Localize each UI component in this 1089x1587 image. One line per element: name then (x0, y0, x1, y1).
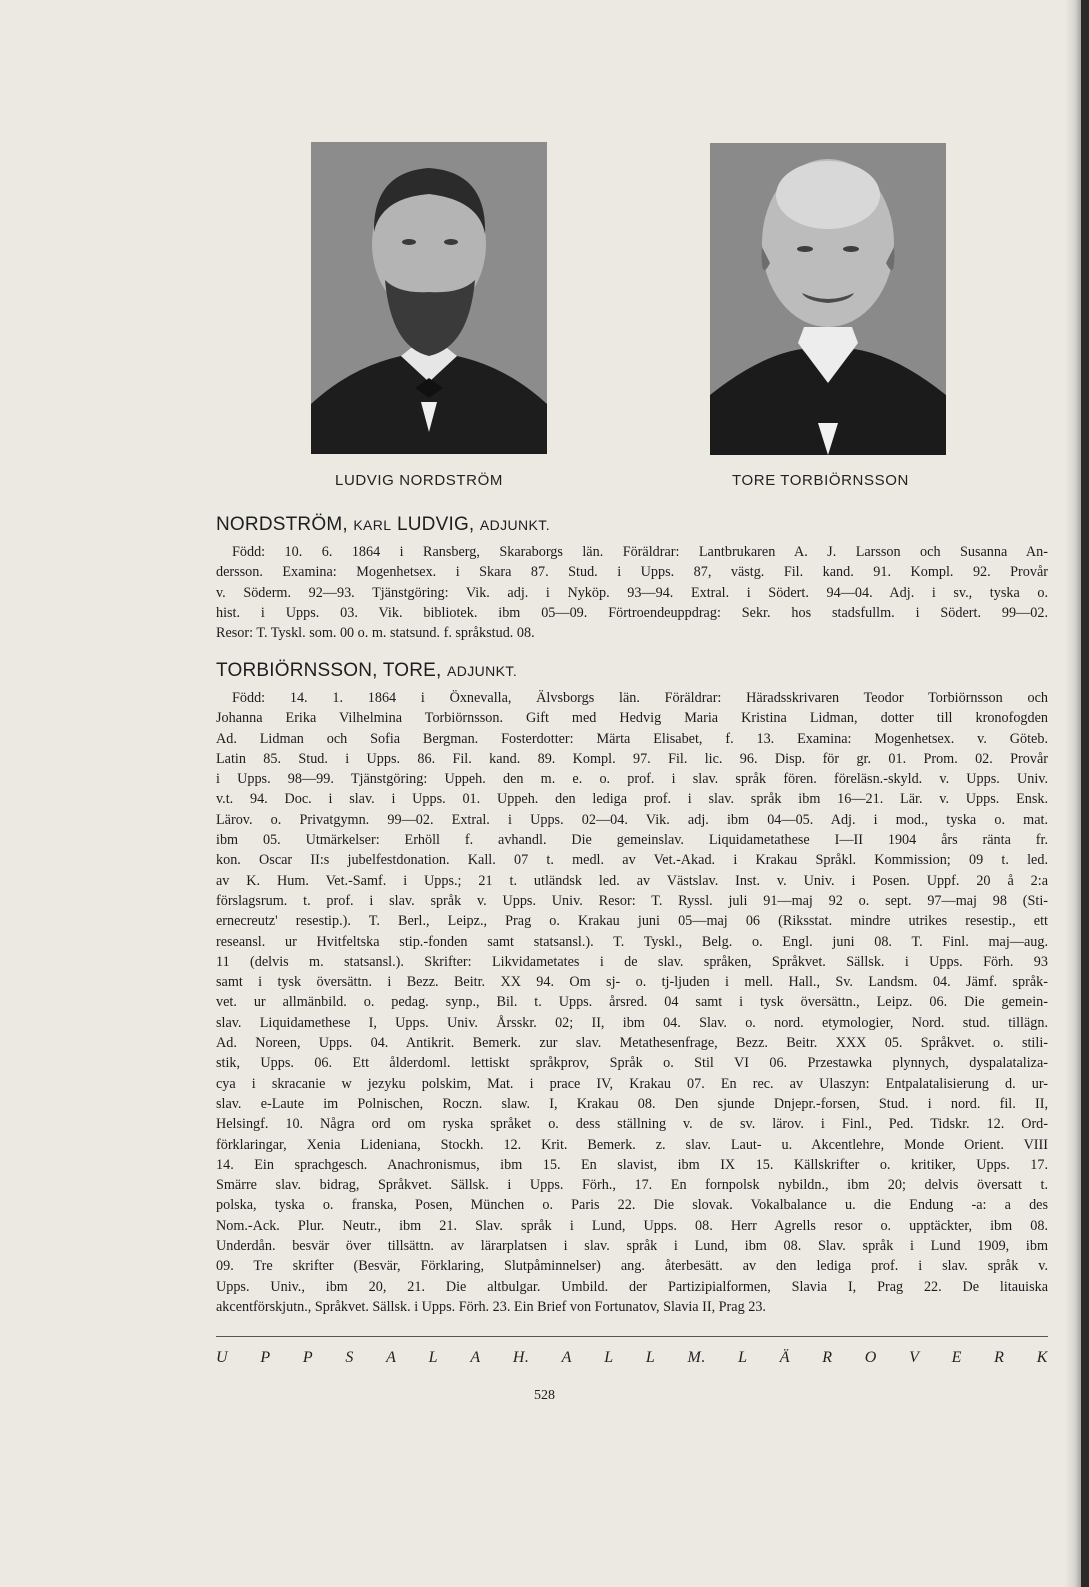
entry-title: ADJUNKT. (447, 663, 518, 679)
text-line: Latin 85. Stud. i Upps. 86. Fil. kand. 89. Kompl. 97. Fil. lic. 96. Disp. för gr. 01. Prom. 02. Provår (216, 750, 1048, 767)
text-line: polska, tyska o. franska, Posen, München o. Paris 22. Die slovak. Vokalbalance u. die Endung -a: a des (216, 1197, 1048, 1214)
text-line: i Upps. 98—99. Tjänstgöring: Uppeh. den m. e. o. prof. i slav. språk fören. föreläsn.-skyld. v. Upps. Univ. (216, 771, 1048, 788)
footer-letter: E (951, 1349, 962, 1366)
text-line: Resor: T. Tyskl. som. 00 o. m. statsund. f. språkstud. 08. (216, 625, 535, 642)
text-line: av K. Hum. Vet.-Samf. i Upps.; 21 t. utländsk led. av Västslav. Inst. v. Univ. i Posen. Uppf. 20 å 2:a (216, 872, 1048, 889)
text-line: ernecreutz' resestip.). T. Berl., Leipz., Prag o. Krakau juni 05—maj 06 (Riksstat. mindre utrikes resestip., ett (216, 913, 1048, 930)
running-footer (216, 1349, 1048, 1367)
portrait-ludvig-nordstrom (311, 142, 547, 454)
text-line: Underdån. besvär över tillsättn. av lärarplatsen i slav. språk i Lund, ibm 08. Slav. språk i Lund 1909, ibm (216, 1238, 1048, 1255)
entry-body-nordstrom (216, 542, 1048, 643)
footer-letter: Ä (779, 1349, 791, 1366)
text-line: reseansl. ur Hvitfeltska stip.-fonden samt statsansl.). T. Tyskl., Belg. o. Engl. juni 08. T. Finl. maj—aug. (216, 933, 1048, 950)
entry-surname: TORBIÖRNSSON, (216, 660, 378, 681)
footer-letter: A (470, 1349, 481, 1366)
footer-rule (216, 1336, 1048, 1337)
text-line: förslagsrum. t. prof. i slav. språk v. Upps. Univ. Resor: T. Ryssl. juli 91—maj 92 o. sept. 97—maj 98 (Sti- (216, 892, 1048, 909)
footer-letter: V (909, 1349, 920, 1366)
footer-letter: L (645, 1349, 656, 1366)
text-line: kon. Oscar II:s jubelfestdonation. Kall. 07 t. medl. av Vet.-Akad. i Krakau Språkl. Kommission; 09 t. led. (216, 852, 1048, 869)
footer-letter: S (345, 1349, 354, 1366)
text-line: akcentförskjutn., Språkvet. Sällsk. i Upps. Förh. 23. Ein Brief von Fortunatov, Slavia II, Prag 23. (216, 1298, 766, 1315)
footer-letter: L (738, 1349, 748, 1366)
text-line: 09. Tre skrifter (Besvär, Förklaring, Slutpåminnelser) ang. återbesätt. av den lediga prof. i slav. språk v. (216, 1258, 1048, 1275)
footer-letter: A (561, 1349, 572, 1366)
footer-letter: M. (687, 1349, 706, 1366)
text-line: Född: 14. 1. 1864 i Öxnevalla, Älvsborgs län. Föräldrar: Häradsskrivaren Teodor Torbiörnsson och (232, 690, 1048, 706)
caption-right: TORE TORBIÖRNSSON (732, 472, 909, 489)
text-line: slav. Liquidamethese I, Upps. Univ. Årsskr. 02; II, ibm 04. Slav. o. nord. etymologier, Nord. stud. tillägn. (216, 1014, 1048, 1031)
text-line: Ad. Noreen, Upps. 04. Antikrit. Bemerk. zur slav. Metathesenfrage, Bezz. Beitr. XXX 05. Språkvet. o. stili- (216, 1035, 1048, 1052)
text-line: vet. ur allmänbild. o. pedag. synp., Bil. t. Upps. årsred. 04 samt i tysk översättn., Leipz. 06. Die gemein- (216, 994, 1048, 1011)
footer-letter: A (386, 1349, 397, 1366)
entry-given: LUDVIG, (396, 514, 475, 535)
footer-letter: L (604, 1349, 614, 1366)
entry-given: TORE, (382, 660, 442, 681)
entry-heading-nordstrom (216, 514, 550, 536)
page-edge (1081, 0, 1089, 1587)
text-line: Nom.-Ack. Plur. Neutr., ibm 21. Slav. språk i Lund, Upps. 08. Herr Agrells resor o. upptäckter, ibm 08. (216, 1217, 1048, 1234)
text-line: v. Söderm. 92—93. Tjänstgöring: Vik. adj. i Nyköp. 93—94. Extral. i Södert. 94—04. Adj. i sv., tyska o. (216, 584, 1048, 601)
text-line: Smärre slav. bidrag, Språkvet. Sällsk. i Upps. Förh., 17. En fornpolsk nybildn., ibm 20; delvis översatt t. (216, 1177, 1048, 1194)
text-line: Född: 10. 6. 1864 i Ransberg, Skaraborgs län. Föräldrar: Lantbrukaren A. J. Larsson och Susanna An- (232, 544, 1048, 560)
portrait-photo-left (311, 142, 547, 454)
footer-letter: O (864, 1349, 877, 1366)
text-line: samt i tysk översättn. i Bezz. Beitr. XX 94. Om sj- o. tj-ljuden i mell. Hall., Sv. Landsm. 04. Jämf. språk- (216, 974, 1048, 991)
entry-given-prefix: KARL (353, 517, 392, 533)
footer-letter: U (216, 1349, 229, 1366)
text-line: Johanna Erika Vilhelmina Torbiörnsson. Gift med Hedvig Maria Kristina Lidman, dotter till kronofogden (216, 710, 1048, 727)
text-line: 14. Ein sprachgesch. Anachronismus, ibm 15. En slavist, ibm IX 15. Källskrifter o. kritiker, Upps. 17. (216, 1156, 1048, 1173)
text-line: slav. e-Laute im Polnischen, Roczn. slaw. I, Krakau 08. Den sjunde Dnjepr.-forsen, Stud. i nord. fil. II, (216, 1095, 1048, 1112)
footer-letter: L (428, 1349, 439, 1366)
text-line: Ad. Lidman och Sofia Bergman. Fosterdotter: Märta Elisabet, f. 13. Examina: Mogenhetsex. v. Göteb. (216, 730, 1048, 747)
footer-letter: H. (512, 1349, 530, 1366)
entry-title: ADJUNKT. (479, 517, 550, 533)
entry-heading-torbiornsson (216, 660, 517, 682)
text-line: ibm 05. Utmärkelser: Erhöll f. avhandl. Die gemeinslav. Liquidametathese I—II 1904 års ränta fr. (216, 832, 1048, 849)
footer-letter: K (1036, 1349, 1048, 1366)
page-number: 528 (534, 1388, 555, 1403)
text-line: Lärov. o. Privatgymn. 99—02. Extral. i Upps. 02—04. Vik. adj. ibm 04—05. Adj. i mod., tyska o. mat. (216, 811, 1048, 828)
footer-letter: R (822, 1349, 833, 1366)
entry-surname: NORDSTRÖM, (216, 514, 348, 535)
text-line: Helsingf. 10. Några ord om ryska språket o. dess ställning v. de sv. lärov. i Finl., Ped. Tidskr. 12. Ord- (216, 1116, 1048, 1133)
footer-letter: P (302, 1349, 314, 1366)
text-line: v.t. 94. Doc. i slav. i Upps. 01. Uppeh. den lediga prof. i slav. språk ibm 16—21. Lär. v. Upps. Ensk. (216, 791, 1048, 808)
text-line: dersson. Examina: Mogenhetsex. i Skara 87. Stud. i Upps. 87, västg. Fil. kand. 91. Kompl. 92. Provår (216, 564, 1048, 581)
text-line: cya i skracanie w jezyku polskim, Mat. i prace IV, Krakau 07. En rec. av Ulaszyn: Entpalatalisierung d. ur- (216, 1075, 1048, 1092)
portrait-photo-right (710, 143, 946, 455)
portrait-tore-torbiornsson (710, 143, 946, 455)
footer-letter: R (994, 1349, 1005, 1366)
text-line: förklaringar, Xenia Lideniana, Stockh. 12. Krit. Bemerk. z. slav. Laut- u. Akcentlehre, Monde Orient. VIII (216, 1136, 1048, 1153)
text-line: hist. i Upps. 03. Vik. bibliotek. ibm 05—09. Förtroendeuppdrag: Sekr. hos stadsfullm. i Södert. 99—02. (216, 604, 1048, 621)
caption-left: LUDVIG NORDSTRÖM (335, 472, 503, 489)
entry-body-torbiornsson (216, 688, 1048, 1317)
text-line: Upps. Univ., ibm 20, 21. Die altbulgar. Umbild. der Partizipialformen, Slavia I, Prag 22. De litauiska (216, 1278, 1048, 1295)
footer-letter: P (260, 1349, 271, 1366)
text-line: stik, Upps. 06. Ett ålderdoml. lettiskt språkprov, Språk o. Stil VI 06. Przestawka plynnych, dyspalataliza- (216, 1055, 1048, 1072)
text-line: 11 (delvis m. statsansl.). Skrifter: Likvidametates i de slav. språken, Språkvet. Sällsk. i Upps. Förh. 93 (216, 953, 1048, 970)
